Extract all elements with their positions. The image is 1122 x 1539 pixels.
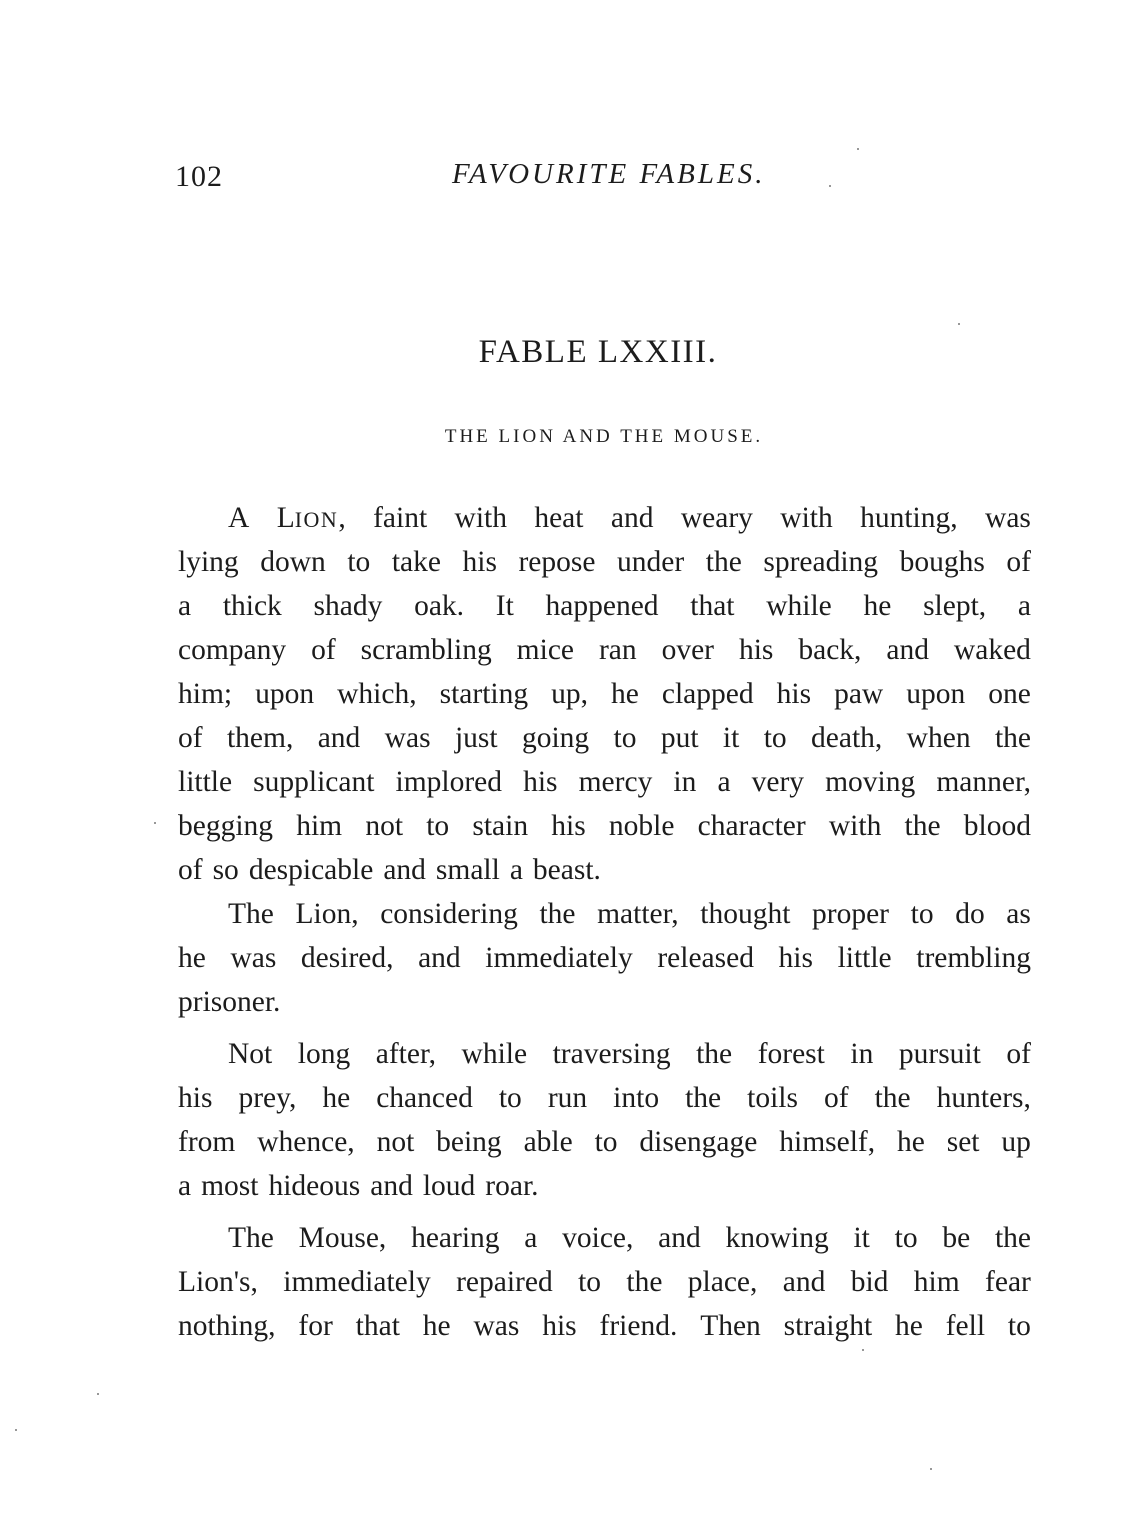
word: down [260, 546, 326, 578]
word: noble [608, 810, 675, 842]
word: small [435, 854, 500, 886]
word: over [661, 634, 715, 666]
word: to [613, 722, 637, 754]
word: slept, [923, 590, 987, 622]
word: traversing [552, 1038, 671, 1070]
word: forest [757, 1038, 825, 1070]
word: not [365, 810, 404, 842]
word: weary [680, 502, 753, 534]
word: moving [825, 766, 916, 798]
word: a [717, 766, 731, 798]
word: immediately [283, 1266, 431, 1298]
word: back, [798, 634, 862, 666]
word: not [376, 1126, 415, 1158]
word: it [722, 722, 740, 754]
word: straight [783, 1310, 873, 1342]
word: to [763, 722, 787, 754]
word: hunters, [936, 1082, 1031, 1114]
page-number: 102 [175, 160, 223, 193]
word: he [863, 590, 892, 622]
text-line [178, 672, 1031, 716]
word: up [1001, 1126, 1031, 1158]
word: toils [747, 1082, 798, 1114]
word: he [611, 678, 639, 710]
word: the [874, 1082, 911, 1114]
text-line [178, 584, 1031, 628]
text-line [178, 936, 1031, 980]
word: implored [395, 766, 503, 798]
word: thought [700, 898, 791, 930]
word: begging [178, 810, 274, 842]
text-line [178, 760, 1031, 804]
word: bid [850, 1266, 889, 1298]
word: while [766, 590, 832, 622]
word: to [594, 1126, 618, 1158]
text-line [178, 1164, 1031, 1208]
word: him; [178, 678, 233, 710]
fable-title: FABLE LXXIII. [478, 334, 718, 370]
word: loud [422, 1170, 476, 1202]
word: it [853, 1222, 870, 1254]
word: upon [906, 678, 966, 710]
word: to [347, 546, 371, 578]
word: under [617, 546, 685, 578]
word: and [658, 1222, 701, 1254]
word: stain [472, 810, 529, 842]
word: so [212, 854, 239, 886]
word: clapped [661, 678, 754, 710]
word: one [988, 678, 1031, 710]
word: to [894, 1222, 918, 1254]
word: and [370, 1170, 413, 1202]
text-line [178, 980, 1031, 1024]
word: a [524, 1222, 538, 1254]
running-head: FAVOURITE FABLES. [452, 158, 766, 190]
word: The [228, 898, 274, 930]
word: nothing, [178, 1310, 276, 1342]
word: a [1017, 590, 1031, 622]
text-line [178, 848, 1031, 892]
word: his [462, 546, 497, 578]
word: Not [228, 1038, 273, 1070]
word: mice [516, 634, 575, 666]
word: company [178, 634, 287, 666]
word: long [297, 1038, 351, 1070]
word: A [228, 502, 250, 534]
scan-speck [15, 1429, 17, 1431]
word: fell [945, 1310, 986, 1342]
word: be [942, 1222, 971, 1254]
word: little [837, 942, 892, 974]
word: into [613, 1082, 660, 1114]
text-line [178, 1120, 1031, 1164]
word: repose [518, 546, 596, 578]
word: LION, [276, 502, 346, 534]
word: a [178, 1170, 192, 1202]
word: and [886, 634, 929, 666]
word: pursuit [898, 1038, 981, 1070]
word: hunting, [860, 502, 958, 534]
word: hideous [268, 1170, 361, 1202]
text-line [178, 716, 1031, 760]
word: paw [834, 678, 884, 710]
word: his [542, 1310, 577, 1342]
text-line [178, 628, 1031, 672]
word: his [778, 942, 813, 974]
word: was [384, 722, 431, 754]
word: ran [598, 634, 637, 666]
word: most [201, 1170, 259, 1202]
word: repaired [456, 1266, 553, 1298]
word: Lion's, [178, 1266, 258, 1298]
word: his [178, 1082, 213, 1114]
word: being [436, 1126, 502, 1158]
word: to [578, 1266, 602, 1298]
word: while [461, 1038, 528, 1070]
word: take [391, 546, 441, 578]
word: he [422, 1310, 451, 1342]
word: which, [337, 678, 417, 710]
word: trembling [916, 942, 1031, 974]
word: when [906, 722, 971, 754]
scan-speck [857, 148, 859, 150]
word: the [696, 1038, 733, 1070]
word: beast. [532, 854, 601, 886]
word: faint [373, 502, 428, 534]
word: that [690, 590, 735, 622]
word: supplicant [253, 766, 375, 798]
word: fear [985, 1266, 1031, 1298]
word: a [509, 854, 523, 886]
word: of [178, 854, 203, 886]
fable-subtitle: THE LION AND THE MOUSE. [444, 426, 764, 447]
word: after, [375, 1038, 436, 1070]
word: was [473, 1310, 520, 1342]
scan-speck [862, 1349, 864, 1351]
word: Then [700, 1310, 761, 1342]
word: boughs [899, 546, 985, 578]
scan-speck [154, 822, 156, 824]
word: set [946, 1126, 980, 1158]
word: that [355, 1310, 400, 1342]
word: he [897, 1126, 925, 1158]
word: friend. [599, 1310, 678, 1342]
word: place, [687, 1266, 758, 1298]
word: of [1006, 546, 1031, 578]
word: The [228, 1222, 274, 1254]
word: just [454, 722, 498, 754]
word: whence, [257, 1126, 355, 1158]
paragraph [178, 1216, 1031, 1348]
word: was [230, 942, 277, 974]
word: was [985, 502, 1031, 534]
scan-speck [829, 185, 831, 187]
text-line [178, 804, 1031, 848]
word: the [994, 1222, 1031, 1254]
word: going [521, 722, 590, 754]
text-line [178, 496, 1031, 540]
paragraph [178, 1032, 1031, 1208]
word: with [454, 502, 507, 534]
word: Mouse, [298, 1222, 387, 1254]
word: starting [439, 678, 529, 710]
scan-speck [930, 1468, 932, 1470]
word: to [426, 810, 450, 842]
word: his [738, 634, 774, 666]
word: to [498, 1082, 522, 1114]
word: run [547, 1082, 588, 1114]
word: he [178, 942, 206, 974]
word: for [298, 1310, 333, 1342]
word: a [178, 590, 192, 622]
paragraph [178, 496, 1031, 892]
word: hearing [411, 1222, 500, 1254]
word: his [523, 766, 558, 798]
word: the [539, 898, 576, 930]
word: and [782, 1266, 826, 1298]
word: heat [534, 502, 584, 534]
word: in [850, 1038, 874, 1070]
word: he [895, 1310, 923, 1342]
text-line [178, 1032, 1031, 1076]
text-line [178, 1260, 1031, 1304]
word: oak. [414, 590, 465, 622]
text-line [178, 1076, 1031, 1120]
word: of [311, 634, 336, 666]
word: despicable [248, 854, 374, 886]
word: immediately [485, 942, 633, 974]
word: prisoner. [178, 986, 281, 1018]
word: of [824, 1082, 849, 1114]
word: him [296, 810, 343, 842]
word: and [610, 502, 654, 534]
word: with [780, 502, 833, 534]
word: as [1006, 898, 1031, 930]
word: his [551, 810, 586, 842]
word: prey, [238, 1082, 297, 1114]
text-line [178, 540, 1031, 584]
word: the [705, 546, 742, 578]
word: his [776, 678, 812, 710]
word: desired, [300, 942, 394, 974]
text-line [178, 892, 1031, 936]
text-line [178, 1216, 1031, 1260]
word: waked [953, 634, 1031, 666]
word: to [910, 898, 934, 930]
word: the [626, 1266, 663, 1298]
word: up, [551, 678, 588, 710]
word: in [673, 766, 697, 798]
word: the [685, 1082, 722, 1114]
scan-speck [97, 1393, 99, 1395]
word: knowing [725, 1222, 829, 1254]
word: the [994, 722, 1031, 754]
word: do [955, 898, 985, 930]
word: death, [811, 722, 883, 754]
word: roar. [485, 1170, 539, 1202]
word: them, [226, 722, 294, 754]
word: blood [963, 810, 1031, 842]
word: of [178, 722, 203, 754]
word: considering [380, 898, 518, 930]
word: and [418, 942, 461, 974]
text-line [178, 1304, 1031, 1348]
word: shady [313, 590, 383, 622]
word: matter, [597, 898, 679, 930]
word: upon [255, 678, 315, 710]
word: little [178, 766, 233, 798]
word: It [495, 590, 514, 622]
word: manner, [936, 766, 1031, 798]
word: thick [222, 590, 282, 622]
word: from [178, 1126, 236, 1158]
word: Lion, [295, 898, 359, 930]
word: and [383, 854, 426, 886]
word: able [523, 1126, 573, 1158]
fable-body [178, 496, 1031, 1348]
word: disengage [639, 1126, 758, 1158]
word: released [657, 942, 754, 974]
word: voice, [562, 1222, 634, 1254]
scan-speck [958, 323, 960, 325]
word: he [322, 1082, 351, 1114]
word: the [904, 810, 941, 842]
word: proper [812, 898, 890, 930]
paragraph [178, 892, 1031, 1024]
word: of [1006, 1038, 1031, 1070]
word: very [751, 766, 805, 798]
word: chanced [376, 1082, 473, 1114]
word: and [317, 722, 361, 754]
word: to [1007, 1310, 1031, 1342]
word: with [828, 810, 882, 842]
word: put [660, 722, 699, 754]
word: scrambling [360, 634, 492, 666]
word: character [697, 810, 806, 842]
word: lying [178, 546, 239, 578]
word: spreading [763, 546, 879, 578]
word: him [913, 1266, 960, 1298]
word: happened [545, 590, 659, 622]
word: himself, [779, 1126, 876, 1158]
word: mercy [578, 766, 653, 798]
